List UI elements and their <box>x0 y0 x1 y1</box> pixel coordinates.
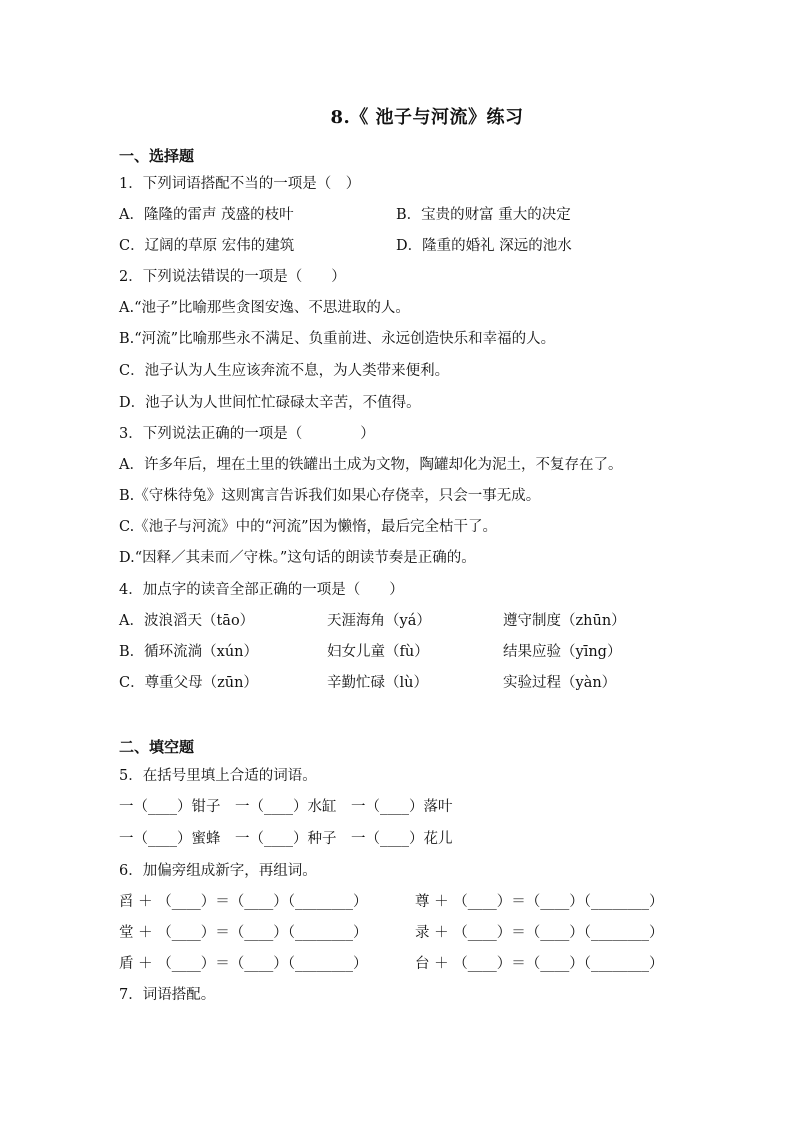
q4-row-c-col3: 实验过程（yàn） <box>503 675 617 691</box>
q6-right-row-1: 尊 ＋ （____）＝（____）（________） <box>415 894 664 910</box>
q2-option-b: B.“河流”比喻那些永不满足、负重前进、永远创造快乐和幸福的人。 <box>119 331 556 347</box>
q3-option-a: A．许多年后，埋在土里的铁罐出土成为文物，陶罐却化为泥土，不复存在了。 <box>119 457 623 473</box>
q6-left-row-3: 盾 ＋ （____）＝（____）（________） <box>119 956 368 972</box>
q4-row-a-col2: 天涯海角（yá） <box>327 613 431 629</box>
q6-left-row-1: 舀 ＋ （____）＝（____）（________） <box>119 894 368 910</box>
q4-row-c-col2: 辛勤忙碌（lù） <box>327 675 428 691</box>
q6-right-row-2: 录 ＋ （____）＝（____）（________） <box>415 925 664 941</box>
q5-row-1: 一（____）钳子 一（____）水缸 一（____）落叶 <box>119 799 453 815</box>
q4-row-c-col1: C．尊重父母（zūn） <box>119 675 258 691</box>
q2-option-d: D．池子认为人世间忙忙碌碌太辛苦，不值得。 <box>119 395 421 411</box>
section-heading-choice: 一、选择题 <box>119 147 195 165</box>
q3-option-c: C.《池子与河流》中的“河流”因为懒惰，最后完全枯干了。 <box>119 519 498 535</box>
q7-stem: 7．词语搭配。 <box>119 987 216 1003</box>
q1-option-a: A．隆隆的雷声 茂盛的枝叶 <box>119 207 294 223</box>
q4-stem: 4．加点字的读音全部正确的一项是（ ） <box>119 582 404 598</box>
q3-option-b: B.《守株待兔》这则寓言告诉我们如果心存侥幸，只会一事无成。 <box>119 488 541 504</box>
q6-right-row-3: 台 ＋ （____）＝（____）（________） <box>415 956 664 972</box>
q6-stem: 6．加偏旁组成新字，再组词。 <box>119 863 317 879</box>
q6-left-row-2: 堂 ＋ （____）＝（____）（________） <box>119 925 368 941</box>
q1-option-c: C．辽阔的草原 宏伟的建筑 <box>119 238 295 254</box>
q1-option-b: B．宝贵的财富 重大的决定 <box>396 207 571 223</box>
q2-option-c: C．池子认为人生应该奔流不息，为人类带来便利。 <box>119 363 450 379</box>
q1-stem: 1．下列词语搭配不当的一项是（ ） <box>119 176 361 192</box>
q3-stem: 3．下列说法正确的一项是（ ） <box>119 426 375 442</box>
q5-row-2: 一（____）蜜蜂 一（____）种子 一（____）花儿 <box>119 831 453 847</box>
q4-row-a-col3: 遵守制度（zhūn） <box>503 613 626 629</box>
q2-stem: 2．下列说法错误的一项是（ ） <box>119 269 346 285</box>
q4-row-b-col2: 妇女儿童（fù） <box>327 644 429 660</box>
section-heading-fill: 二、填空题 <box>119 738 195 756</box>
page-title: 8.《 池子与河流》练习 <box>330 107 524 128</box>
q2-option-a: A.“池子”比喻那些贪图安逸、不思进取的人。 <box>119 300 410 316</box>
q4-row-b-col1: B．循环流淌（xún） <box>119 644 259 660</box>
q4-row-b-col3: 结果应验（yīng） <box>503 644 622 660</box>
q4-row-a-col1: A．波浪滔天（tāo） <box>119 613 255 629</box>
q1-option-d: D．隆重的婚礼 深远的池水 <box>396 238 572 254</box>
q3-option-d: D.“因释／其耒而／守株。”这句话的朗读节奏是正确的。 <box>119 550 476 566</box>
q5-stem: 5．在括号里填上合适的词语。 <box>119 768 317 784</box>
